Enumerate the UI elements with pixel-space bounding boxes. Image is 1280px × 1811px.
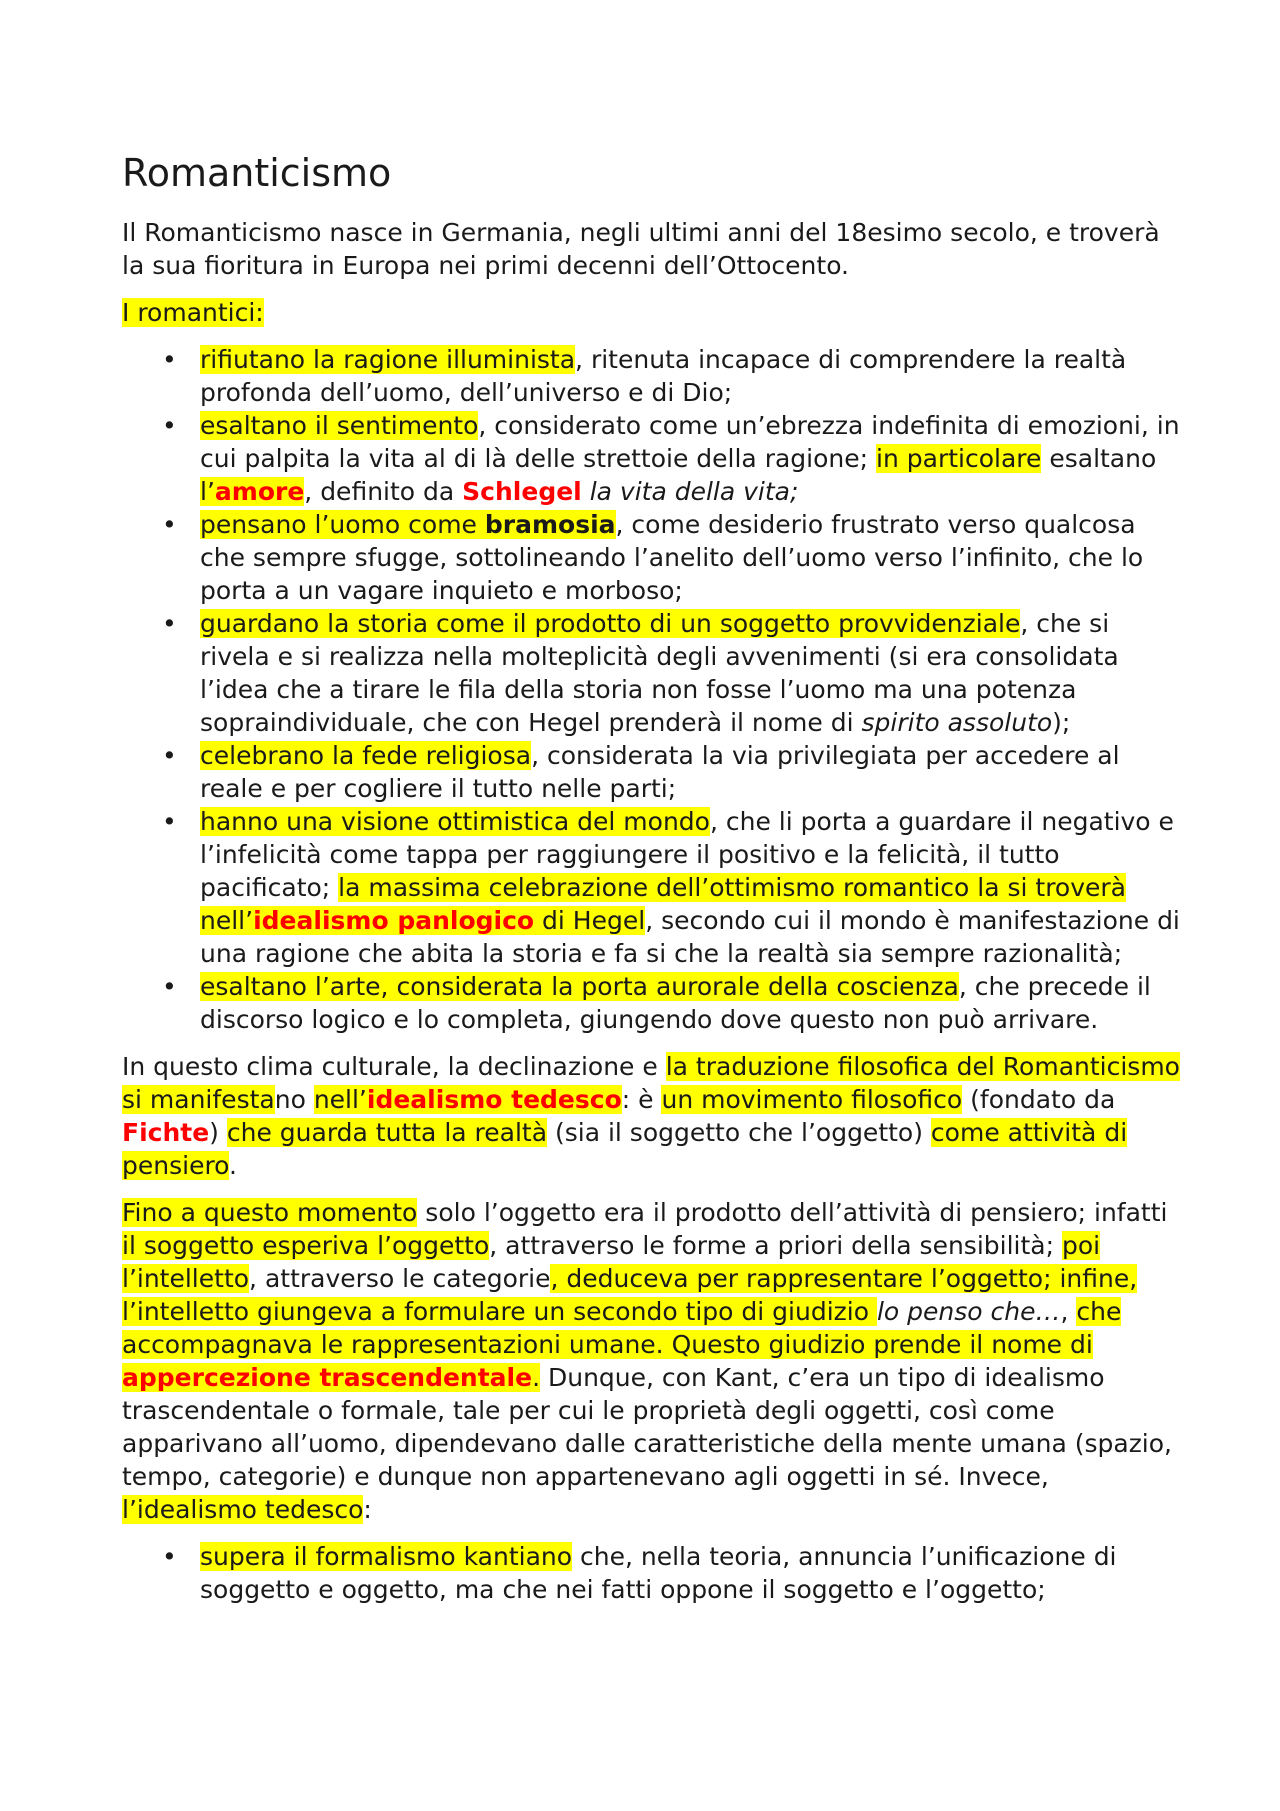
text-run: che, nella teoria, annuncia l’unificazione di soggetto e oggetto, ma che nei fatti oppone il soggetto e l’oggetto; xyxy=(200,1542,1117,1604)
text-run: nell’ xyxy=(313,1085,367,1114)
text-run: ) xyxy=(209,1118,227,1147)
text-run: il soggetto esperiva l’oggetto xyxy=(122,1231,490,1260)
text-run: , secondo cui il mondo è manifestazione di una ragione che abita la storia e fa si che la realtà sia sempre razionalità; xyxy=(200,906,1180,968)
text-run: esaltano l’arte, considerata la porta aurorale della coscienza xyxy=(200,972,959,1001)
text-run: , considerato come un’ebrezza indefinita di emozioni, in cui palpita la vita al di là delle strettoie della ragione; xyxy=(200,411,1180,473)
text-run: , deduceva per rappresentare l’oggetto; infine, l’intelletto giungeva a formulare un secondo tipo di giudizio xyxy=(122,1264,1138,1326)
text-run: di Hegel xyxy=(534,906,646,935)
paragraph-kant xyxy=(122,1196,1182,1526)
text-run: In questo clima culturale, la declinazione e xyxy=(122,1052,666,1081)
text-run: la vita della vita; xyxy=(589,477,799,506)
text-run: , ritenuta incapace di comprendere la realtà profonda dell’uomo, dell’universo e di Dio; xyxy=(200,345,1127,407)
text-run: l’ xyxy=(200,477,215,506)
text-run: (fondato da xyxy=(962,1085,1116,1114)
text-run: in particolare xyxy=(876,444,1042,473)
list-item xyxy=(122,1540,1182,1606)
text-run: , attraverso le categorie xyxy=(249,1264,551,1293)
list-item xyxy=(122,739,1182,805)
text-run: idealismo panlogico xyxy=(253,906,535,935)
list-item xyxy=(122,343,1182,409)
text-run: supera il formalismo kantiano xyxy=(200,1542,573,1571)
text-run: amore xyxy=(214,477,305,506)
romantici-list xyxy=(122,343,1182,1036)
text-run: esaltano il sentimento xyxy=(200,411,479,440)
list-item xyxy=(122,805,1182,970)
text-run: celebrano la fede religiosa xyxy=(200,741,532,770)
text-run: pensano l’uomo come xyxy=(200,510,485,539)
text-run: la traduzione filosofica del Romanticismo si manifesta xyxy=(122,1052,1180,1114)
romantici-label xyxy=(122,296,1182,329)
text-run: che accompagnava le rappresentazioni umane. Questo giudizio prende il nome di xyxy=(122,1297,1122,1359)
text-run: . xyxy=(532,1363,541,1392)
text-run: , definito da xyxy=(304,477,463,506)
text-run: idealismo tedesco xyxy=(366,1085,622,1114)
text-run: guardano la storia come il prodotto di un soggetto provvidenziale xyxy=(200,609,1021,638)
text-run: ); xyxy=(1052,708,1071,737)
text-run: poi l’intelletto xyxy=(122,1231,1101,1293)
text-run: : xyxy=(363,1495,372,1524)
text-run: I romantici: xyxy=(122,298,264,327)
text-run: , che precede il discorso logico e lo completa, giungendo dove questo non può arrivare. xyxy=(200,972,1151,1034)
text-run: Schlegel xyxy=(462,477,582,506)
list-item xyxy=(122,508,1182,607)
text-run: esaltano xyxy=(1041,444,1157,473)
text-run: Fino a questo momento xyxy=(122,1198,418,1227)
text-run: solo l’oggetto era il prodotto dell’attività di pensiero; infatti xyxy=(417,1198,1168,1227)
text-run: come attività di pensiero xyxy=(122,1118,1128,1180)
intro-paragraph xyxy=(122,216,1182,282)
text-run xyxy=(582,477,590,506)
text-run: bramosia xyxy=(484,510,616,539)
text-run: , che li porta a guardare il negativo e l’infelicità come tappa per raggiungere il positivo e la felicità, il tutto pacificato; xyxy=(200,807,1174,902)
text-run: , come desiderio frustrato verso qualcosa che sempre sfugge, sottolineando l’anelito dell’uomo verso l’infinito, che lo porta a un vagare inquieto e morboso; xyxy=(200,510,1144,605)
document-page xyxy=(122,150,1182,1620)
list-item xyxy=(122,409,1182,508)
text-run: . xyxy=(229,1151,237,1180)
text-run: un movimento filosofico xyxy=(661,1085,963,1114)
idealismo-list xyxy=(122,1540,1182,1606)
list-item xyxy=(122,607,1182,739)
list-item xyxy=(122,970,1182,1036)
text-run: Il Romanticismo nasce in Germania, negli ultimi anni del 18esimo secolo, e troverà la sua fioritura in Europa nei primi decenni dell’Ottocento. xyxy=(122,218,1160,280)
page-title: Romanticismo xyxy=(122,151,392,195)
text-run: Fichte xyxy=(122,1118,210,1147)
text-run: no xyxy=(274,1085,314,1114)
text-run: , attraverso le forme a priori della sensibilità; xyxy=(489,1231,1062,1260)
text-run: la massima celebrazione dell’ottimismo romantico la si troverà nell’ xyxy=(200,873,1126,935)
text-run: l’idealismo tedesco xyxy=(122,1495,364,1524)
text-run: appercezione trascendentale xyxy=(122,1363,533,1392)
text-run: rifiutano la ragione illuminista xyxy=(200,345,576,374)
text-run: Dunque, con Kant, c’era un tipo di idealismo trascendentale o formale, tale per cui le proprietà degli oggetti, così come apparivano all’uomo, dipendevano dalle caratteristiche della mente umana (spazio, tempo, categorie) e dunque non appartenevano agli oggetti in sé. Invece, xyxy=(122,1363,1172,1491)
text-run: , considerata la via privilegiata per accedere al reale e per cogliere il tutto nelle parti; xyxy=(200,741,1120,803)
text-run: (sia il soggetto che l’oggetto) xyxy=(547,1118,931,1147)
text-run: spirito assoluto xyxy=(861,708,1053,737)
text-run: che guarda tutta la realtà xyxy=(226,1118,548,1147)
text-run: , che si rivela e si realizza nella molteplicità degli avvenimenti (si era consolidata l’idea che a tirare le fila della storia non fosse l’uomo ma una potenza sopraindividuale, che con Hegel prenderà il nome di xyxy=(200,609,1119,737)
text-run: : è xyxy=(621,1085,662,1114)
paragraph-idealismo xyxy=(122,1050,1182,1182)
text-run: hanno una visione ottimistica del mondo xyxy=(200,807,710,836)
text-run: lo penso che… xyxy=(876,1297,1061,1326)
text-run: , xyxy=(1060,1297,1077,1326)
